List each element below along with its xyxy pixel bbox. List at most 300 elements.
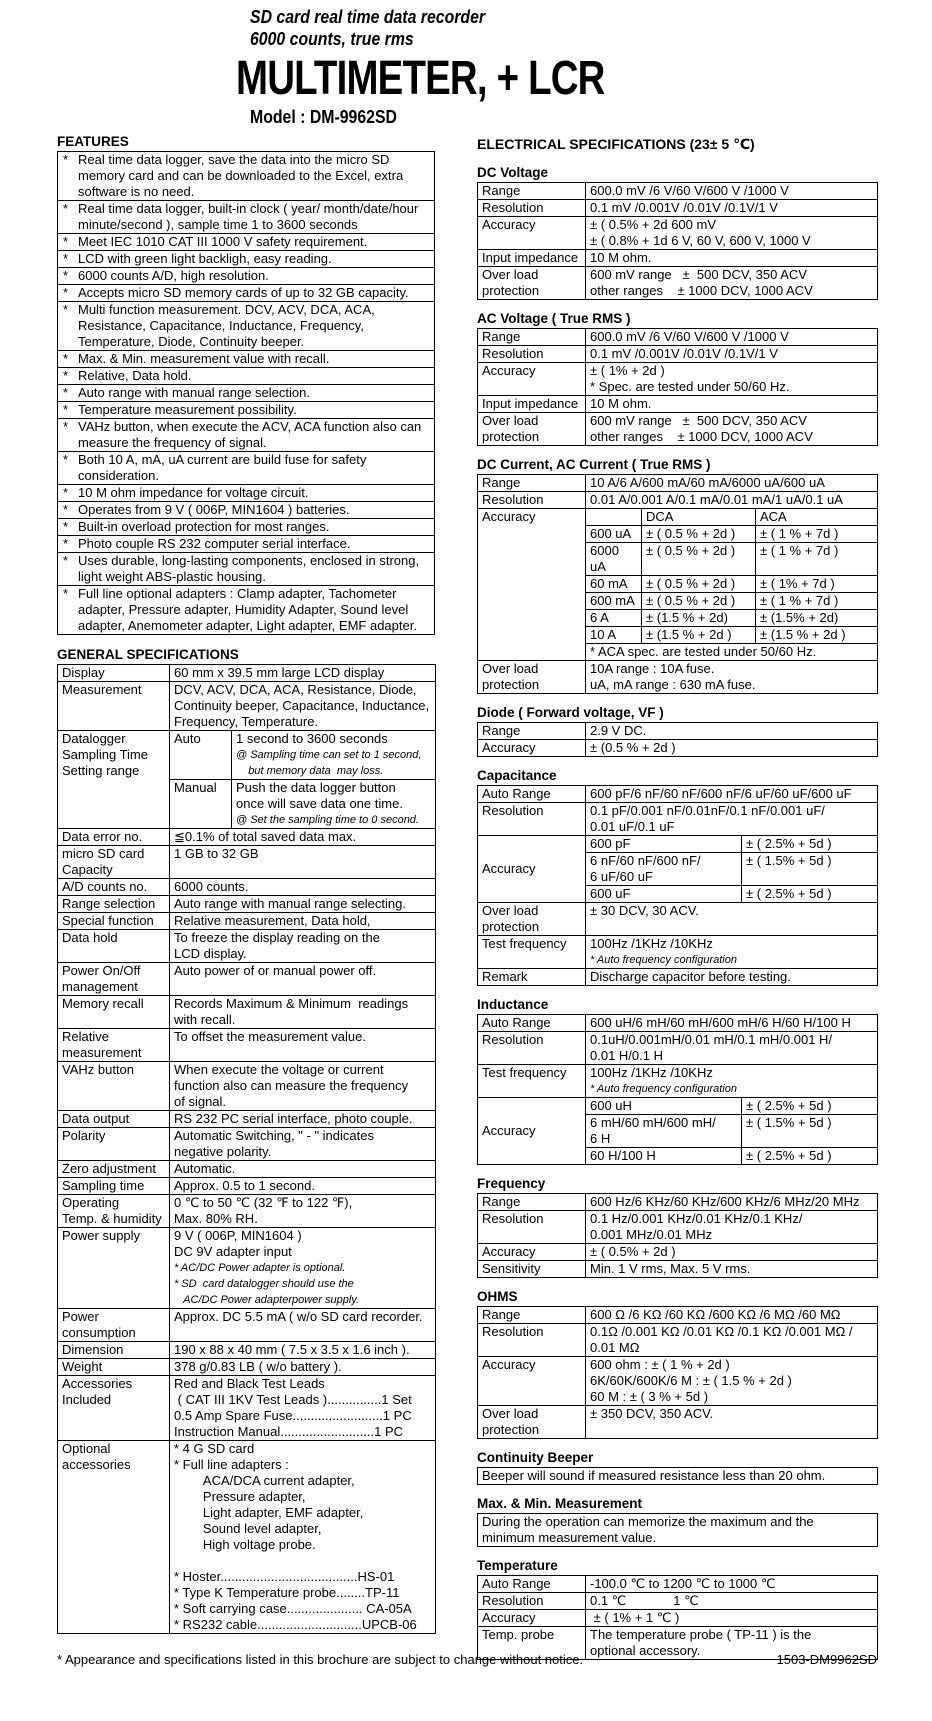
- spec-cell: 600 pF: [586, 836, 742, 853]
- spec-row: [478, 723, 878, 740]
- spec-cell: 0.1 mV /0.001V /0.01V /0.1V/1 V: [586, 346, 878, 363]
- spec-cell: ± ( 0.5% + 2d ): [586, 1244, 878, 1261]
- feature-text: Real time data logger, save the data into the micro SD memory card and can be downloaded to the Excel, extra software is no need.: [78, 152, 404, 199]
- spec-cell: Relative measurement: [58, 1029, 170, 1062]
- feature-item: [58, 152, 435, 201]
- feature-row: [58, 351, 435, 368]
- spec-cell: ± ( 1% + 1 ℃ ): [586, 1610, 878, 1627]
- section-title-ac-voltage-true-rms: AC Voltage ( True RMS ): [477, 311, 631, 326]
- feature-item: [58, 553, 435, 586]
- spec-row: [58, 963, 436, 996]
- spec-cell: ± ( 2.5% + 5d ): [742, 1148, 878, 1165]
- asterisk-bullet: *: [63, 402, 69, 417]
- spec-cell: [586, 509, 642, 526]
- spec-row: [58, 879, 436, 896]
- spec-cell: Auto: [170, 731, 232, 780]
- spec-cell: 100Hz /1KHz /10KHz * Auto frequency configuration: [586, 936, 878, 969]
- spec-cell: Over load protection: [478, 1406, 586, 1439]
- spec-cell: Temp. probe: [478, 1627, 586, 1660]
- spec-cell: Relative measurement, Data hold,: [170, 913, 436, 930]
- spec-cell: When execute the voltage or current function also can measure the frequency of signal.: [170, 1062, 436, 1111]
- section-title-diode-forward-voltage-vf: Diode ( Forward voltage, VF ): [477, 705, 664, 720]
- section-title-inductance: Inductance: [477, 997, 549, 1012]
- feature-row: [58, 268, 435, 285]
- section-title-dc-current-ac-current-true-rms: DC Current, AC Current ( True RMS ): [477, 457, 711, 472]
- spec-cell: 0.1 Hz/0.001 KHz/0.01 KHz/0.1 KHz/ 0.001 MHz/0.01 MHz: [586, 1211, 878, 1244]
- features-table-container: [57, 151, 435, 635]
- spec-cell: Accuracy: [478, 1610, 586, 1627]
- spec-row: [478, 200, 878, 217]
- spec-row: [58, 1342, 436, 1359]
- section-title-temperature: Temperature: [477, 1558, 558, 1573]
- spec-row: [58, 1359, 436, 1376]
- asterisk-bullet: *: [63, 419, 69, 434]
- spec-cell: * ACA spec. are tested under 50/60 Hz.: [586, 644, 878, 661]
- spec-cell: ± ( 1 % + 7d ): [756, 593, 878, 610]
- feature-row: [58, 419, 435, 452]
- asterisk-bullet: *: [63, 351, 69, 366]
- spec-cell: Range: [478, 1307, 586, 1324]
- spec-cell: ± (1.5% + 2d): [756, 610, 878, 627]
- footer-note: * Appearance and specifications listed in this brochure are subject to change without notice.: [57, 1652, 584, 1667]
- spec-cell: Accuracy: [478, 217, 586, 250]
- spec-cell: Manual: [170, 780, 232, 829]
- spec-row: [58, 1195, 436, 1228]
- spec-row: [58, 930, 436, 963]
- feature-item: [58, 419, 435, 452]
- feature-text: Multi function measurement. DCV, ACV, DCA, ACA, Resistance, Capacitance, Inductance, Frequency, Temperature, Diode, Continuity beeper.: [78, 302, 375, 349]
- feature-row: [58, 302, 435, 351]
- spec-cell: 6000 counts.: [170, 879, 436, 896]
- feature-text: LCD with green light backligh, easy reading.: [78, 251, 332, 266]
- spec-row: [58, 682, 436, 731]
- spec-cell: 600 uF: [586, 886, 742, 903]
- general-specs-table-container: [57, 664, 435, 1634]
- feature-text: Built-in overload protection for most ranges.: [78, 519, 330, 534]
- spec-row: [478, 903, 878, 936]
- spec-cell: Data error no.: [58, 829, 170, 846]
- feature-row: [58, 452, 435, 485]
- spec-row: [478, 1406, 878, 1439]
- spec-cell: ± ( 0.5 % + 2d ): [642, 543, 756, 576]
- feature-row: [58, 385, 435, 402]
- spec-cell: Automatic Switching, " - " indicates negative polarity.: [170, 1128, 436, 1161]
- spec-cell: ± ( 2.5% + 5d ): [742, 836, 878, 853]
- spec-cell: ≦0.1% of total saved data max.: [170, 829, 436, 846]
- asterisk-bullet: *: [63, 285, 69, 300]
- spec-cell: ± (1.5 % + 2d): [642, 610, 756, 627]
- feature-row: [58, 402, 435, 419]
- spec-cell: ± ( 1 % + 7d ): [756, 526, 878, 543]
- spec-cell: 600 Ω /6 KΩ /60 KΩ /600 KΩ /6 MΩ /60 MΩ: [586, 1307, 878, 1324]
- spec-row: [58, 1029, 436, 1062]
- feature-text: VAHz button, when execute the ACV, ACA function also can measure the frequency of signal.: [78, 419, 422, 450]
- spec-cell: ± ( 2.5% + 5d ): [742, 886, 878, 903]
- general-specs-heading: GENERAL SPECIFICATIONS: [57, 647, 239, 662]
- spec-cell: Resolution: [478, 1032, 586, 1065]
- asterisk-bullet: *: [63, 368, 69, 383]
- feature-item: [58, 402, 435, 419]
- spec-cell: 6 A: [586, 610, 642, 627]
- spec-cell: Range: [478, 329, 586, 346]
- feature-text: Operates from 9 V ( 006P, MIN1604 ) batteries.: [78, 502, 350, 517]
- spec-cell: micro SD card Capacity: [58, 846, 170, 879]
- spec-cell: Polarity: [58, 1128, 170, 1161]
- spec-row: [58, 665, 436, 682]
- spec-row: [478, 217, 878, 250]
- spec-cell: 0.1 mV /0.001V /0.01V /0.1V/1 V: [586, 200, 878, 217]
- asterisk-bullet: *: [63, 251, 69, 266]
- feature-row: [58, 251, 435, 268]
- spec-cell: Zero adjustment: [58, 1161, 170, 1178]
- spec-row: [478, 509, 878, 526]
- spec-cell: 600 uH: [586, 1098, 742, 1115]
- asterisk-bullet: *: [63, 234, 69, 249]
- tagline-line2: 6000 counts, true rms: [250, 29, 414, 49]
- feature-row: [58, 201, 435, 234]
- spec-cell: ± ( 1% + 7d ): [756, 576, 878, 593]
- spec-row: [58, 896, 436, 913]
- spec-cell: 600 uH/6 mH/60 mH/600 mH/6 H/60 H/100 H: [586, 1015, 878, 1032]
- spec-cell: -100.0 ℃ to 1200 ℃ to 1000 ℃: [586, 1576, 878, 1593]
- spec-row: [478, 1610, 878, 1627]
- feature-item: [58, 536, 435, 553]
- spec-cell: Over load protection: [478, 903, 586, 936]
- feature-item: [58, 268, 435, 285]
- spec-cell: Accuracy: [478, 1098, 586, 1165]
- ohms-table: [477, 1306, 878, 1439]
- asterisk-bullet: *: [63, 485, 69, 500]
- spec-cell: Records Maximum & Minimum readings with recall.: [170, 996, 436, 1029]
- spec-row: [478, 475, 878, 492]
- spec-cell: Range selection: [58, 896, 170, 913]
- right-column: [477, 134, 877, 1660]
- spec-cell: Accuracy: [478, 1244, 586, 1261]
- spec-row: [478, 803, 878, 836]
- spec-cell: Auto Range: [478, 1015, 586, 1032]
- spec-row: [478, 1032, 878, 1065]
- spec-row: [478, 492, 878, 509]
- capacitance-table: [477, 785, 878, 986]
- feature-row: [58, 368, 435, 385]
- feature-row: [58, 519, 435, 536]
- spec-cell: Input impedance: [478, 396, 586, 413]
- document-code: 1503-DM9962SD: [776, 1652, 877, 1667]
- feature-row: [58, 485, 435, 502]
- spec-cell: 600 mA: [586, 593, 642, 610]
- spec-cell: DCA: [642, 509, 756, 526]
- feature-text: Relative, Data hold.: [78, 368, 192, 383]
- spec-cell: Optional accessories: [58, 1441, 170, 1634]
- spec-cell: Over load protection: [478, 413, 586, 446]
- spec-cell: 600 pF/6 nF/60 nF/600 nF/6 uF/60 uF/600 uF: [586, 786, 878, 803]
- spec-cell: Test frequency: [478, 1065, 586, 1098]
- spec-row: [478, 183, 878, 200]
- model-number: Model : DM-9962SD: [250, 107, 397, 127]
- spec-cell: 190 x 88 x 40 mm ( 7.5 x 3.5 x 1.6 inch ).: [170, 1342, 436, 1359]
- spec-cell: 600 uA: [586, 526, 642, 543]
- spec-cell: Resolution: [478, 200, 586, 217]
- spec-cell: During the operation can memorize the maximum and the minimum measurement value.: [478, 1514, 878, 1547]
- spec-cell: To offset the measurement value.: [170, 1029, 436, 1062]
- spec-cell: ± ( 2.5% + 5d ): [742, 1098, 878, 1115]
- spec-cell: Approx. 0.5 to 1 second.: [170, 1178, 436, 1195]
- spec-cell: Min. 1 V rms, Max. 5 V rms.: [586, 1261, 878, 1278]
- spec-cell: Power On/Off management: [58, 963, 170, 996]
- spec-cell: Data hold: [58, 930, 170, 963]
- spec-cell: Red and Black Test Leads ( CAT III 1KV Test Leads )...............1 Set 0.5 Amp Spare Fuse.........................1 PC Instruction Manual..........................1 PC: [170, 1376, 436, 1441]
- spec-row: [478, 969, 878, 986]
- spec-cell: Power consumption: [58, 1309, 170, 1342]
- spec-row: [478, 1211, 878, 1244]
- feature-text: 10 M ohm impedance for voltage circuit.: [78, 485, 309, 500]
- spec-cell: Auto power of or manual power off.: [170, 963, 436, 996]
- spec-row: [478, 329, 878, 346]
- spec-row: [478, 661, 878, 694]
- asterisk-bullet: *: [63, 385, 69, 400]
- spec-cell: 600 ohm : ± ( 1 % + 2d ) 6K/60K/600K/6 M : ± ( 1.5 % + 2d ) 60 M : ± ( 3 % + 5d ): [586, 1357, 878, 1406]
- feature-item: [58, 302, 435, 351]
- spec-row: [478, 936, 878, 969]
- feature-item: [58, 234, 435, 251]
- spec-cell: Range: [478, 723, 586, 740]
- feature-text: Uses durable, long-lasting components, enclosed in strong, light weight ABS-plastic housing.: [78, 553, 420, 584]
- spec-cell: 10A range : 10A fuse. uA, mA range : 630 mA fuse.: [586, 661, 878, 694]
- spec-cell: Accessories Included: [58, 1376, 170, 1441]
- spec-cell: 1 second to 3600 seconds @ Sampling time can set to 1 second, but memory data may loss.: [232, 731, 436, 780]
- spec-cell: Accuracy: [478, 836, 586, 903]
- spec-cell: Auto Range: [478, 786, 586, 803]
- spec-cell: 0 ℃ to 50 ℃ (32 ℉ to 122 ℉), Max. 80% RH.: [170, 1195, 436, 1228]
- spec-cell: 6 mH/60 mH/600 mH/ 6 H: [586, 1115, 742, 1148]
- spec-cell: ± ( 1.5% + 5d ): [742, 1115, 878, 1148]
- feature-row: [58, 536, 435, 553]
- spec-row: [478, 1065, 878, 1098]
- spec-cell: Measurement: [58, 682, 170, 731]
- spec-cell: ± (1.5 % + 2d ): [756, 627, 878, 644]
- asterisk-bullet: *: [63, 268, 69, 283]
- feature-text: Max. & Min. measurement value with recall.: [78, 351, 330, 366]
- spec-cell: ± (1.5 % + 2d ): [642, 627, 756, 644]
- spec-cell: 100Hz /1KHz /10KHz * Auto frequency configuration: [586, 1065, 878, 1098]
- section-title-ohms: OHMS: [477, 1289, 518, 1304]
- spec-row: [478, 1307, 878, 1324]
- spec-cell: Auto Range: [478, 1576, 586, 1593]
- dc-current-ac-current-true-rms-table: [477, 474, 878, 694]
- asterisk-bullet: *: [63, 536, 69, 551]
- content-columns: [0, 134, 932, 1660]
- spec-cell: 60 mA: [586, 576, 642, 593]
- electrical-specs-heading: ELECTRICAL SPECIFICATIONS (23± 5 ℃): [477, 136, 755, 152]
- spec-cell: 600 mV range ± 500 DCV, 350 ACV other ranges ± 1000 DCV, 1000 ACV: [586, 413, 878, 446]
- spec-cell: 6000 uA: [586, 543, 642, 576]
- asterisk-bullet: *: [63, 452, 69, 467]
- feature-text: Temperature measurement possibility.: [78, 402, 297, 417]
- spec-row: [478, 1194, 878, 1211]
- spec-row: [478, 1357, 878, 1406]
- spec-cell: Accuracy: [478, 363, 586, 396]
- spec-cell: Range: [478, 475, 586, 492]
- asterisk-bullet: *: [63, 553, 69, 568]
- dc-voltage-table: [477, 182, 878, 300]
- feature-text: 6000 counts A/D, high resolution.: [78, 268, 269, 283]
- spec-row: [58, 1228, 436, 1309]
- spec-cell: Input impedance: [478, 250, 586, 267]
- spec-row: [58, 1441, 436, 1634]
- spec-cell: * 4 G SD card * Full line adapters : ACA/DCA current adapter, Pressure adapter, Light adapter, EMF adapter, Sound level adapter, High voltage probe. * Hoster......................................HS-01 * Type K Temperature probe........TP-11 * Soft carrying case..................... CA-05A * RS232 cable.............................UPCB-06: [170, 1441, 436, 1634]
- feature-item: [58, 351, 435, 368]
- spec-cell: 0.1Ω /0.001 KΩ /0.01 KΩ /0.1 KΩ /0.001 MΩ / 0.01 MΩ: [586, 1324, 878, 1357]
- spec-cell: Accuracy: [478, 509, 586, 661]
- spec-cell: Accuracy: [478, 740, 586, 757]
- spec-cell: 2.9 V DC.: [586, 723, 878, 740]
- spec-cell: 1 GB to 32 GB: [170, 846, 436, 879]
- feature-row: [58, 586, 435, 635]
- spec-cell: Automatic.: [170, 1161, 436, 1178]
- spec-row: [58, 996, 436, 1029]
- feature-item: [58, 368, 435, 385]
- spec-cell: 10 M ohm.: [586, 250, 878, 267]
- spec-cell: Resolution: [478, 1324, 586, 1357]
- features-table: [57, 151, 435, 635]
- section-title-continuity-beeper: Continuity Beeper: [477, 1450, 594, 1465]
- spec-cell: Discharge capacitor before testing.: [586, 969, 878, 986]
- feature-row: [58, 502, 435, 519]
- spec-cell: Power supply: [58, 1228, 170, 1309]
- feature-item: [58, 586, 435, 635]
- spec-cell: ± 30 DCV, 30 ACV.: [586, 903, 878, 936]
- spec-row: [58, 913, 436, 930]
- spec-row: [478, 1244, 878, 1261]
- spec-cell: 0.01 A/0.001 A/0.1 mA/0.01 mA/1 uA/0.1 uA: [586, 492, 878, 509]
- feature-row: [58, 553, 435, 586]
- spec-cell: Accuracy: [478, 1357, 586, 1406]
- header: [0, 0, 932, 128]
- spec-row: [478, 346, 878, 363]
- spec-cell: 60 H/100 H: [586, 1148, 742, 1165]
- spec-cell: Resolution: [478, 803, 586, 836]
- ac-voltage-true-rms-table: [477, 328, 878, 446]
- spec-cell: Over load protection: [478, 661, 586, 694]
- spec-cell: To freeze the display reading on the LCD display.: [170, 930, 436, 963]
- feature-item: [58, 385, 435, 402]
- asterisk-bullet: *: [63, 201, 69, 216]
- diode-forward-voltage-vf-table: [477, 722, 878, 757]
- spec-cell: ± ( 0.5% + 2d 600 mV ± ( 0.8% + 1d 6 V, 60 V, 600 V, 1000 V: [586, 217, 878, 250]
- spec-cell: Push the data logger button once will save data one time. @ Set the sampling time to 0 second.: [232, 780, 436, 829]
- spec-cell: 0.1 ℃ 1 ℃: [586, 1593, 878, 1610]
- spec-cell: 600.0 mV /6 V/60 V/600 V /1000 V: [586, 183, 878, 200]
- spec-cell: ± ( 1.5% + 5d ): [742, 853, 878, 886]
- feature-text: Photo couple RS 232 computer serial interface.: [78, 536, 351, 551]
- spec-row: [478, 1576, 878, 1593]
- spec-cell: 10 A: [586, 627, 642, 644]
- feature-item: [58, 485, 435, 502]
- asterisk-bullet: *: [63, 302, 69, 317]
- spec-cell: DCV, ACV, DCA, ACA, Resistance, Diode, Continuity beeper, Capacitance, Inductance, Frequency, Temperature.: [170, 682, 436, 731]
- feature-item: [58, 519, 435, 536]
- spec-cell: Beeper will sound if measured resistance less than 20 ohm.: [478, 1468, 878, 1485]
- spec-cell: VAHz button: [58, 1062, 170, 1111]
- section-title-dc-voltage: DC Voltage: [477, 165, 549, 180]
- features-heading: FEATURES: [57, 134, 129, 149]
- spec-row: [58, 846, 436, 879]
- asterisk-bullet: *: [63, 519, 69, 534]
- asterisk-bullet: *: [63, 152, 69, 167]
- spec-row: [478, 250, 878, 267]
- footer: [57, 1652, 877, 1668]
- spec-row: [58, 1309, 436, 1342]
- frequency-table: [477, 1193, 878, 1278]
- section-title-max-min-measurement: Max. & Min. Measurement: [477, 1496, 643, 1511]
- temperature-table: [477, 1575, 878, 1660]
- feature-text: Full line optional adapters : Clamp adapter, Tachometer adapter, Pressure adapter, Humidity Adapter, Sound level adapter, Anemometer adapter, Light adapter, EMF adapter.: [78, 586, 417, 633]
- spec-cell: ± ( 1 % + 7d ): [756, 543, 878, 576]
- spec-cell: Special function: [58, 913, 170, 930]
- spec-cell: Resolution: [478, 346, 586, 363]
- spec-cell: Sensitivity: [478, 1261, 586, 1278]
- feature-item: [58, 452, 435, 485]
- feature-row: [58, 152, 435, 201]
- spec-cell: The temperature probe ( TP-11 ) is the optional accessory.: [586, 1627, 878, 1660]
- max-min-measurement-table: [477, 1513, 878, 1547]
- spec-row: [478, 413, 878, 446]
- spec-cell: Datalogger Sampling Time Setting range: [58, 731, 170, 829]
- spec-cell: 378 g/0.83 LB ( w/o battery ).: [170, 1359, 436, 1376]
- left-column: [57, 134, 435, 1634]
- spec-cell: ± 350 DCV, 350 ACV.: [586, 1406, 878, 1439]
- spec-cell: 9 V ( 006P, MIN1604 ) DC 9V adapter input * AC/DC Power adapter is optional. * SD card datalogger should use the AC/DC Power adapterpower supply.: [170, 1228, 436, 1309]
- feature-text: Auto range with manual range selection.: [78, 385, 310, 400]
- general-specifications-table: [57, 664, 436, 1634]
- inductance-table: [477, 1014, 878, 1165]
- spec-cell: Operating Temp. & humidity: [58, 1195, 170, 1228]
- spec-cell: 10 M ohm.: [586, 396, 878, 413]
- spec-cell: Display: [58, 665, 170, 682]
- spec-cell: 600 Hz/6 KHz/60 KHz/600 KHz/6 MHz/20 MHz: [586, 1194, 878, 1211]
- spec-cell: 0.1uH/0.001mH/0.01 mH/0.1 mH/0.001 H/ 0.01 H/0.1 H: [586, 1032, 878, 1065]
- feature-item: [58, 201, 435, 234]
- product-title: MULTIMETER, + LCR: [236, 52, 605, 105]
- feature-item: [58, 502, 435, 519]
- spec-row: [478, 396, 878, 413]
- asterisk-bullet: *: [63, 586, 69, 601]
- spec-cell: ± ( 0.5 % + 2d ): [642, 526, 756, 543]
- spec-row: [58, 1062, 436, 1111]
- spec-cell: 60 mm x 39.5 mm large LCD display: [170, 665, 436, 682]
- spec-cell: Resolution: [478, 1211, 586, 1244]
- spec-cell: Over load protection: [478, 267, 586, 300]
- feature-row: [58, 285, 435, 302]
- feature-text: Real time data logger, built-in clock ( year/ month/date/hour minute/second ), sample time 1 to 3600 seconds: [78, 201, 419, 232]
- feature-item: [58, 251, 435, 268]
- feature-row: [58, 234, 435, 251]
- spec-row: [478, 740, 878, 757]
- spec-cell: Resolution: [478, 492, 586, 509]
- section-title-frequency: Frequency: [477, 1176, 546, 1191]
- spec-row: [58, 1161, 436, 1178]
- asterisk-bullet: *: [63, 502, 69, 517]
- spec-cell: Test frequency: [478, 936, 586, 969]
- spec-cell: 600.0 mV /6 V/60 V/600 V /1000 V: [586, 329, 878, 346]
- spec-cell: 0.1 pF/0.001 nF/0.01nF/0.1 nF/0.001 uF/ 0.01 uF/0.1 uF: [586, 803, 878, 836]
- spec-cell: 600 mV range ± 500 DCV, 350 ACV other ranges ± 1000 DCV, 1000 ACV: [586, 267, 878, 300]
- spec-row: [478, 267, 878, 300]
- spec-cell: 10 A/6 A/600 mA/60 mA/6000 uA/600 uA: [586, 475, 878, 492]
- feature-item: [58, 285, 435, 302]
- spec-cell: ± ( 1% + 2d ) * Spec. are tested under 50/60 Hz.: [586, 363, 878, 396]
- feature-text: Meet IEC 1010 CAT III 1000 V safety requirement.: [78, 234, 368, 249]
